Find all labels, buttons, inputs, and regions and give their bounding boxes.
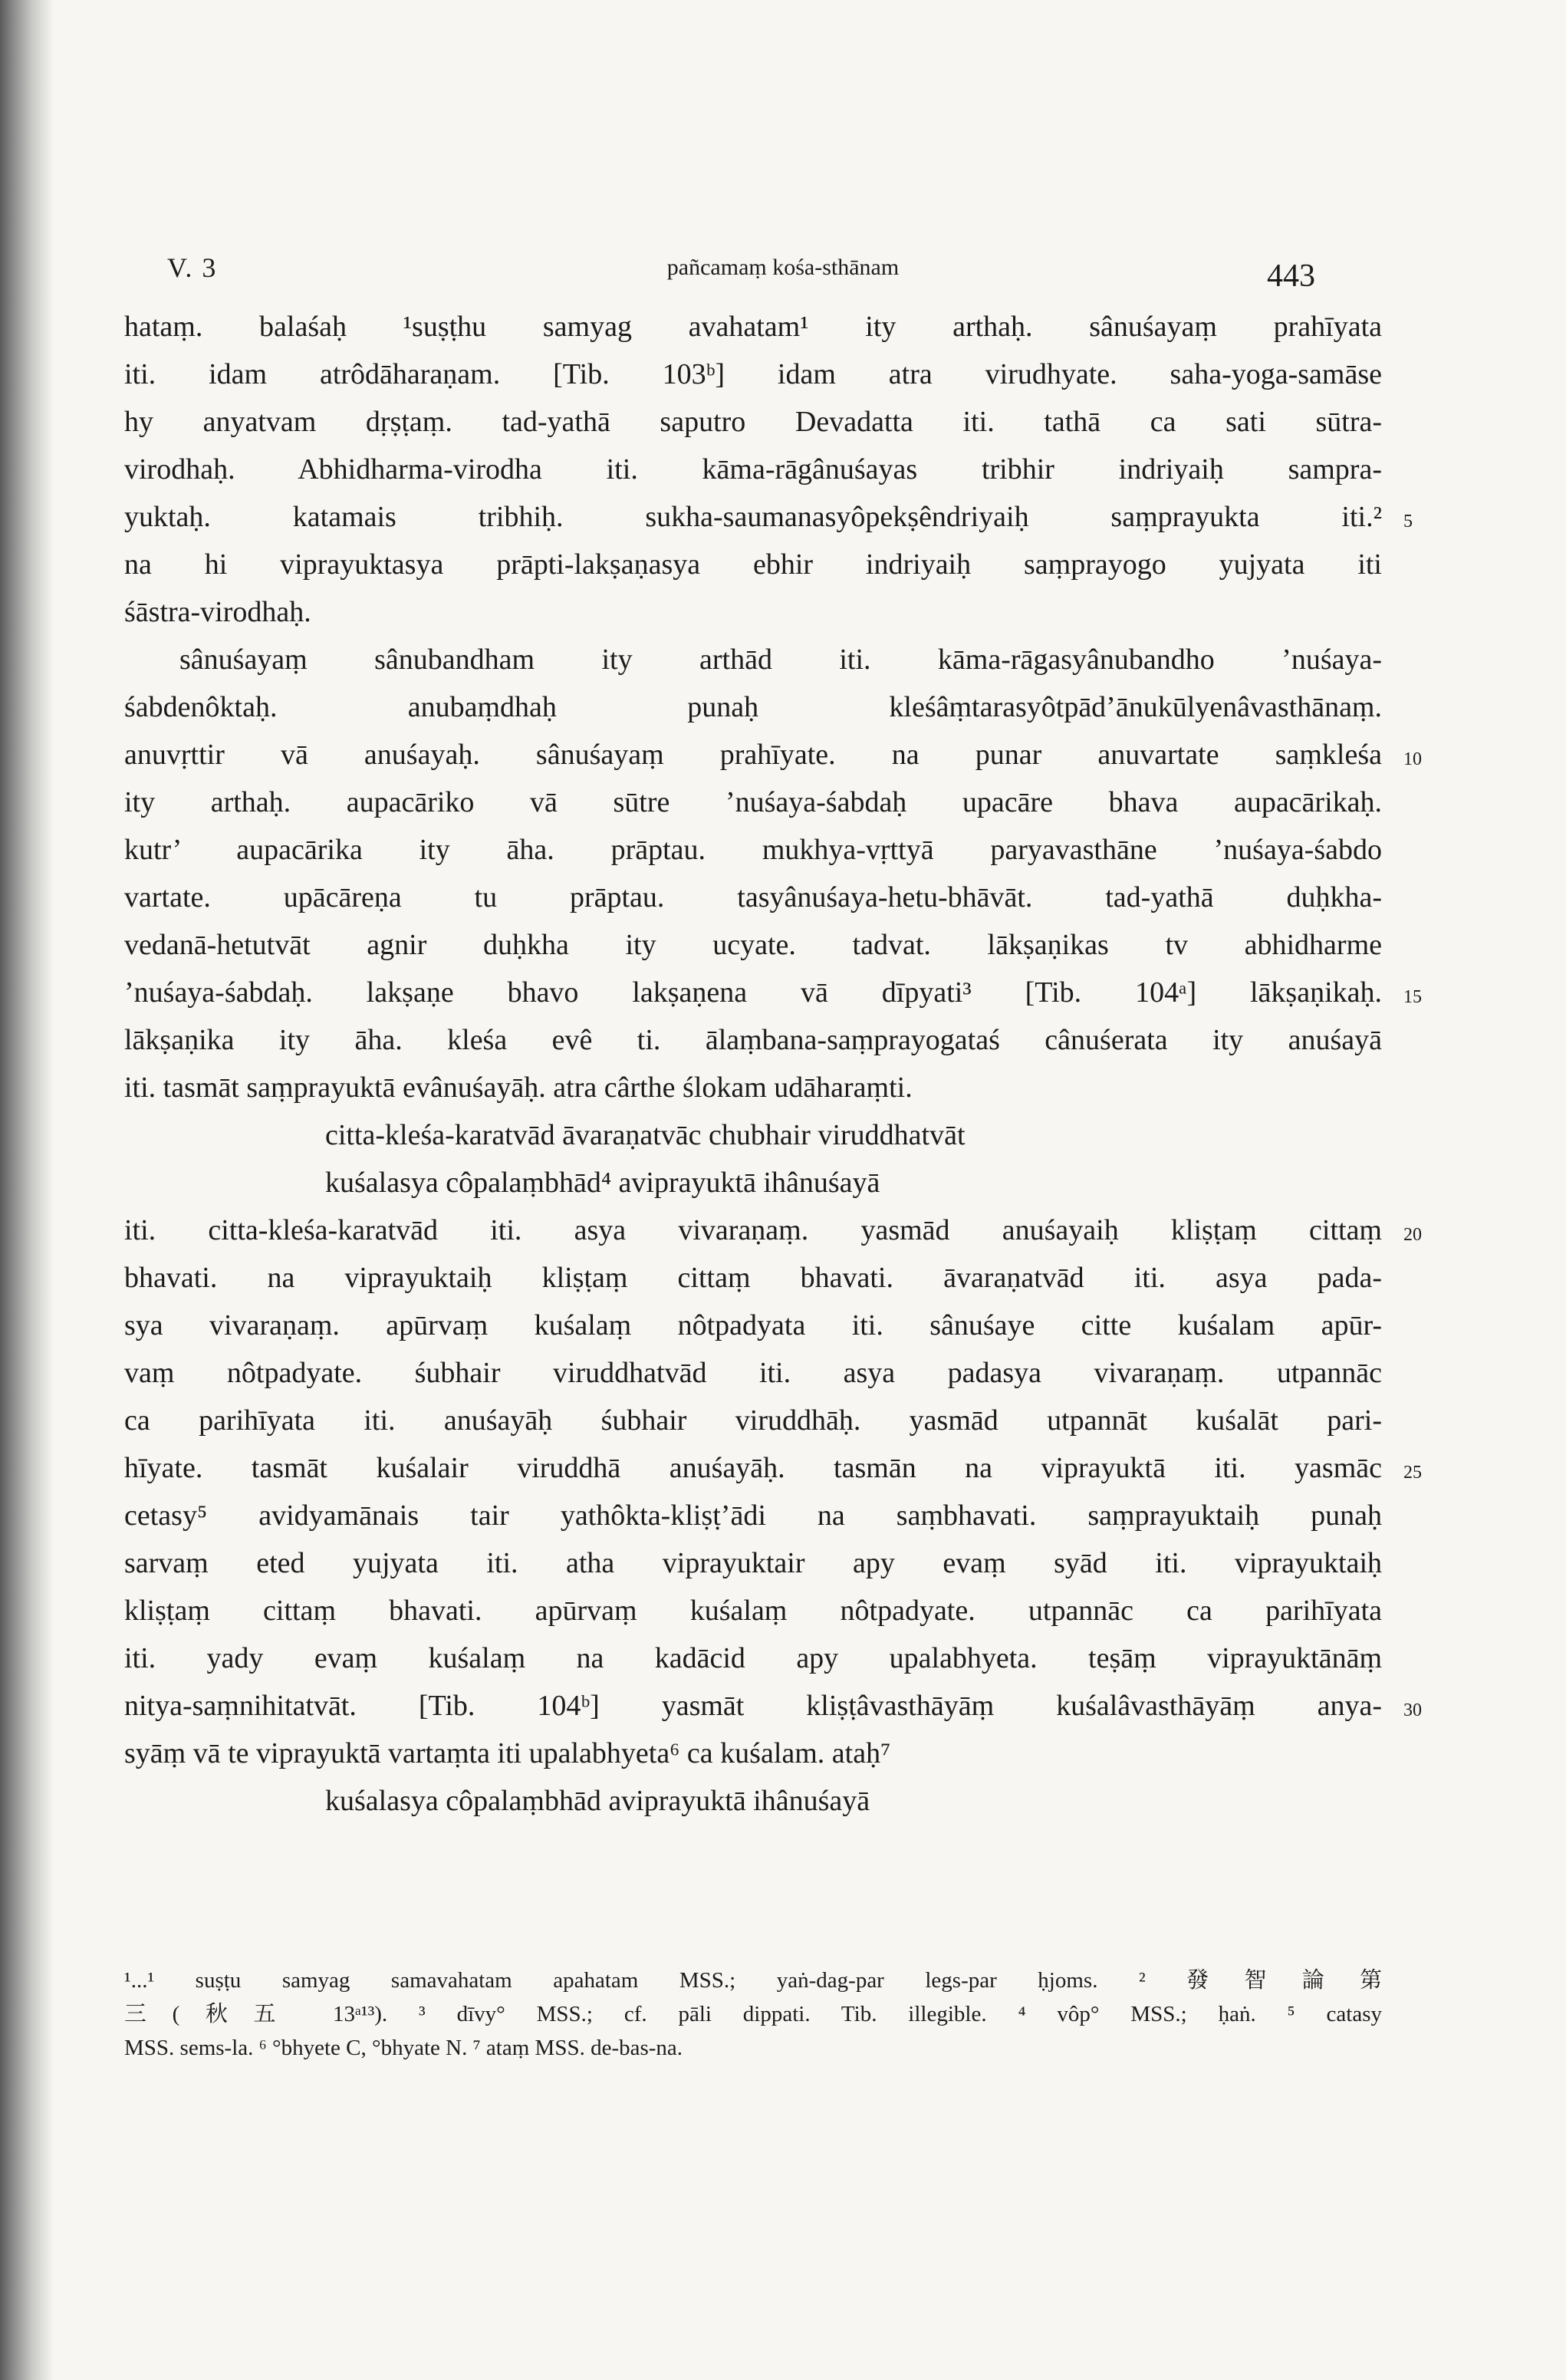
text-line <box>124 874 1382 921</box>
verse-line <box>124 1159 1382 1206</box>
line-text: iti. idam atrôdāharaṇam. [Tib. 103ᵇ] idam atra virudhyate. saha-yoga-samāse <box>124 358 1382 390</box>
text-line <box>124 1444 1422 1492</box>
running-header <box>0 244 1566 294</box>
text-line <box>124 1492 1382 1539</box>
line-text: ’nuśaya-śabdaḥ. lakṣaṇe bhavo lakṣaṇena vā dīpyati³ [Tib. 104ᵃ] lākṣaṇikaḥ. <box>124 976 1382 1009</box>
text-line <box>124 969 1422 1016</box>
line-text: nitya-saṃnihitatvāt. [Tib. 104ᵇ] yasmāt kliṣṭâvasthāyāṃ kuśalâvasthāyāṃ anya- <box>124 1690 1382 1722</box>
text-line <box>124 1206 1422 1254</box>
volume-label: V. 3 <box>167 252 218 283</box>
main-text <box>124 303 1422 1825</box>
line-text: iti. yady evaṃ kuśalaṃ na kadācid apy upalabhyeta. teṣāṃ viprayuktānāṃ <box>124 1642 1382 1674</box>
page-number: 443 <box>1267 258 1315 294</box>
text-line <box>124 1730 1382 1777</box>
footnote-line: MSS. sems-la. ⁶ °bhyete C, °bhyate N. ⁷ ataṃ MSS. de-bas-na. <box>124 2036 683 2060</box>
text-line <box>124 1016 1382 1064</box>
line-text: śabdenôktaḥ. anubaṃdhaḥ punaḥ kleśâṃtarasyôtpād’ānukūlyenâvasthānaṃ. <box>124 691 1382 723</box>
text-line <box>124 446 1382 493</box>
text-line <box>124 921 1382 969</box>
line-text: hy anyatvam dṛṣṭaṃ. tad-yathā saputro Devadatta iti. tathā ca sati sūtra- <box>124 406 1382 438</box>
text-line <box>124 731 1422 779</box>
line-text: virodhaḥ. Abhidharma-virodha iti. kāma-rāgânuśayas tribhir indriyaiḥ sampra- <box>124 453 1382 486</box>
text-line <box>124 1539 1382 1587</box>
line-text: sya vivaraṇaṃ. apūrvaṃ kuśalaṃ nôtpadyata iti. sânuśaye citte kuśalam apūr- <box>124 1309 1382 1341</box>
text-line <box>124 1587 1382 1634</box>
text-line <box>124 588 1382 636</box>
line-text: iti. citta-kleśa-karatvād iti. asya vivaraṇaṃ. yasmād anuśayaiḥ kliṣṭaṃ cittaṃ <box>124 1214 1382 1246</box>
text-line <box>124 303 1382 351</box>
text-line <box>124 1682 1422 1730</box>
line-text: ca parihīyata iti. anuśayāḥ śubhair viruddhāḥ. yasmād utpannāt kuśalāt pari- <box>124 1404 1382 1437</box>
text-line <box>124 1302 1382 1349</box>
line-text: cetasy⁵ avidyamānais tair yathôkta-kliṣṭ’ādi na saṃbhavati. saṃprayuktaiḥ punaḥ <box>124 1499 1382 1532</box>
line-text: syāṃ vā te viprayuktā vartaṃta iti upalabhyeta⁶ ca kuśalam. ataḥ⁷ <box>124 1737 891 1769</box>
text-line <box>124 1397 1382 1444</box>
line-text: iti. tasmāt saṃprayuktā evânuśayāḥ. atra cârthe ślokam udāharaṃti. <box>124 1071 913 1104</box>
text-line <box>124 1064 1382 1111</box>
line-number: 15 <box>1403 987 1422 1007</box>
footnote-line: 三(秋五 13ᵃ¹³). ³ dīvy° MSS.; cf. pāli dippati. Tib. illegible. ⁴ vôp° MSS.; ḥaṅ. ⁵ catasy <box>124 2002 1382 2026</box>
line-text: hīyate. tasmāt kuśalair viruddhā anuśayāḥ. tasmān na viprayuktā iti. yasmāc <box>124 1452 1382 1484</box>
line-text: bhavati. na viprayuktaiḥ kliṣṭaṃ cittaṃ bhavati. āvaraṇatvād iti. asya pada- <box>124 1262 1382 1294</box>
line-number: 10 <box>1403 749 1422 769</box>
line-number: 25 <box>1403 1463 1422 1483</box>
text-line <box>124 541 1382 588</box>
line-number: 20 <box>1403 1225 1422 1245</box>
text-line <box>124 683 1382 731</box>
line-text: yuktaḥ. katamais tribhiḥ. sukha-saumanasyôpekṣêndriyaiḥ saṃprayukta iti.² <box>124 501 1382 533</box>
line-text: kuśalasya côpalaṃbhād aviprayuktā ihânuśayā <box>325 1785 870 1817</box>
line-text: kliṣṭaṃ cittaṃ bhavati. apūrvaṃ kuśalaṃ nôtpadyate. utpannāc ca parihīyata <box>124 1595 1382 1627</box>
line-text: vaṃ nôtpadyate. śubhair viruddhatvād iti. asya padasya vivaraṇaṃ. utpannāc <box>124 1357 1382 1389</box>
footnote-line: ¹...¹ suṣṭu samyag samavahatam apahatam MSS.; yaṅ-dag-par legs-par ḥjoms. ² 發智論第 <box>124 1968 1382 1993</box>
text-line <box>124 398 1382 446</box>
line-text: anuvṛttir vā anuśayaḥ. sânuśayaṃ prahīyate. na punar anuvartate saṃkleśa <box>124 739 1382 771</box>
line-text: vartate. upācāreṇa tu prāptau. tasyânuśaya-hetu-bhāvāt. tad-yathā duḥkha- <box>124 881 1382 913</box>
text-line <box>124 1634 1382 1682</box>
text-line <box>124 1254 1382 1302</box>
text-line <box>124 636 1382 683</box>
line-text: sânuśayaṃ sânubandham ity arthād iti. kāma-rāgasyânubandho ’nuśaya- <box>179 644 1382 676</box>
line-text: vedanā-hetutvāt agnir duḥkha ity ucyate. tadvat. lākṣaṇikas tv abhidharme <box>124 929 1382 961</box>
line-text: kuśalasya côpalaṃbhād⁴ aviprayuktā ihânuśayā <box>325 1167 880 1199</box>
verse-line <box>124 1777 1382 1825</box>
line-text: śāstra-virodhaḥ. <box>124 596 311 628</box>
verse-line <box>124 1111 1382 1159</box>
text-line <box>124 351 1382 398</box>
running-title: pañcamaṃ kośa-sthānam <box>666 255 900 280</box>
line-text: ity arthaḥ. aupacāriko vā sūtre ’nuśaya-śabdaḥ upacāre bhava aupacārikaḥ. <box>124 786 1382 818</box>
line-text: sarvaṃ eted yujyata iti. atha viprayuktair apy evaṃ syād iti. viprayuktaiḥ <box>124 1547 1382 1579</box>
line-number: 5 <box>1403 512 1413 532</box>
line-text: hataṃ. balaśaḥ ¹suṣṭhu samyag avahatam¹ ity arthaḥ. sânuśayaṃ prahīyata <box>124 311 1382 343</box>
line-text: na hi viprayuktasya prāpti-lakṣaṇasya ebhir indriyaiḥ saṃprayogo yujyata iti <box>124 548 1382 581</box>
text-line <box>124 493 1413 541</box>
text-line <box>124 826 1382 874</box>
line-text: citta-kleśa-karatvād āvaraṇatvāc chubhair viruddhatvāt <box>325 1119 966 1151</box>
line-text: kutr’ aupacārika ity āha. prāptau. mukhya-vṛttyā paryavasthāne ’nuśaya-śabdo <box>124 834 1382 866</box>
line-text: lākṣaṇika ity āha. kleśa evê ti. ālaṃbana-saṃprayogataś cânuśerata ity anuśayā <box>124 1024 1382 1056</box>
line-number: 30 <box>1403 1700 1422 1720</box>
footnotes <box>124 1964 1382 2065</box>
text-line <box>124 1349 1382 1397</box>
text-line <box>124 779 1382 826</box>
